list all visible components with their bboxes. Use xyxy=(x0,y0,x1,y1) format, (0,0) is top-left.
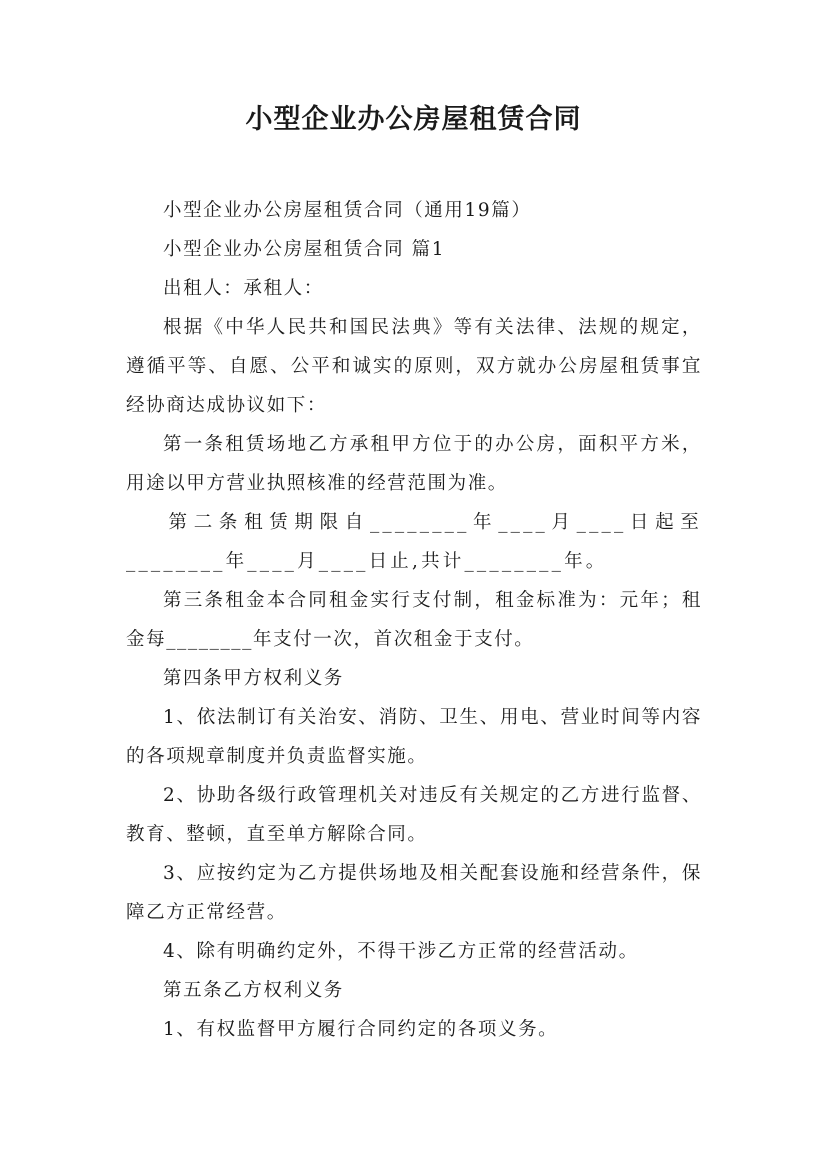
paragraph-article-4-heading: 第四条甲方权利义务 xyxy=(163,668,344,689)
paragraph-article-2: 第二条租赁期限自________年____月____日起至________年____月____日止,共计________年。 xyxy=(126,512,702,572)
document-body xyxy=(126,191,702,1049)
paragraph-subtitle: 小型企业办公房屋租赁合同（通用19篇） xyxy=(163,200,532,221)
paragraph-preamble: 根据《中华人民共和国民法典》等有关法律、法规的规定，遵循平等、自愿、公平和诚实的原则，双方就办公房屋租赁事宜经协商达成协议如下： xyxy=(126,317,702,416)
paragraph-section-heading: 小型企业办公房屋租赁合同 篇1 xyxy=(163,239,446,260)
paragraph-article-4-item-4: 4、除有明确约定外，不得干涉乙方正常的经营活动。 xyxy=(163,941,639,962)
paragraph-article-4-item-2: 2、协助各级行政管理机关对违反有关规定的乙方进行监督、教育、整顿，直至单方解除合同。 xyxy=(126,785,702,845)
paragraph-article-5-item-1: 1、有权监督甲方履行合同约定的各项义务。 xyxy=(163,1019,559,1040)
paragraph-article-4-item-1: 1、依法制订有关治安、消防、卫生、用电、营业时间等内容的各项规章制度并负责监督实施。 xyxy=(126,707,702,767)
paragraph-parties: 出租人：承租人： xyxy=(163,278,324,299)
paragraph-article-3: 第三条租金本合同租金实行支付制，租金标准为：元年；租金每________年支付一次，首次租金于支付。 xyxy=(126,590,702,650)
paragraph-article-5-heading: 第五条乙方权利义务 xyxy=(163,980,344,1001)
paragraph-article-4-item-3: 3、应按约定为乙方提供场地及相关配套设施和经营条件，保障乙方正常经营。 xyxy=(126,863,702,923)
paragraph-article-1: 第一条租赁场地乙方承租甲方位于的办公房，面积平方米，用途以甲方营业执照核准的经营范围为准。 xyxy=(126,434,702,494)
document-title: 小型企业办公房屋租赁合同 xyxy=(245,104,582,135)
